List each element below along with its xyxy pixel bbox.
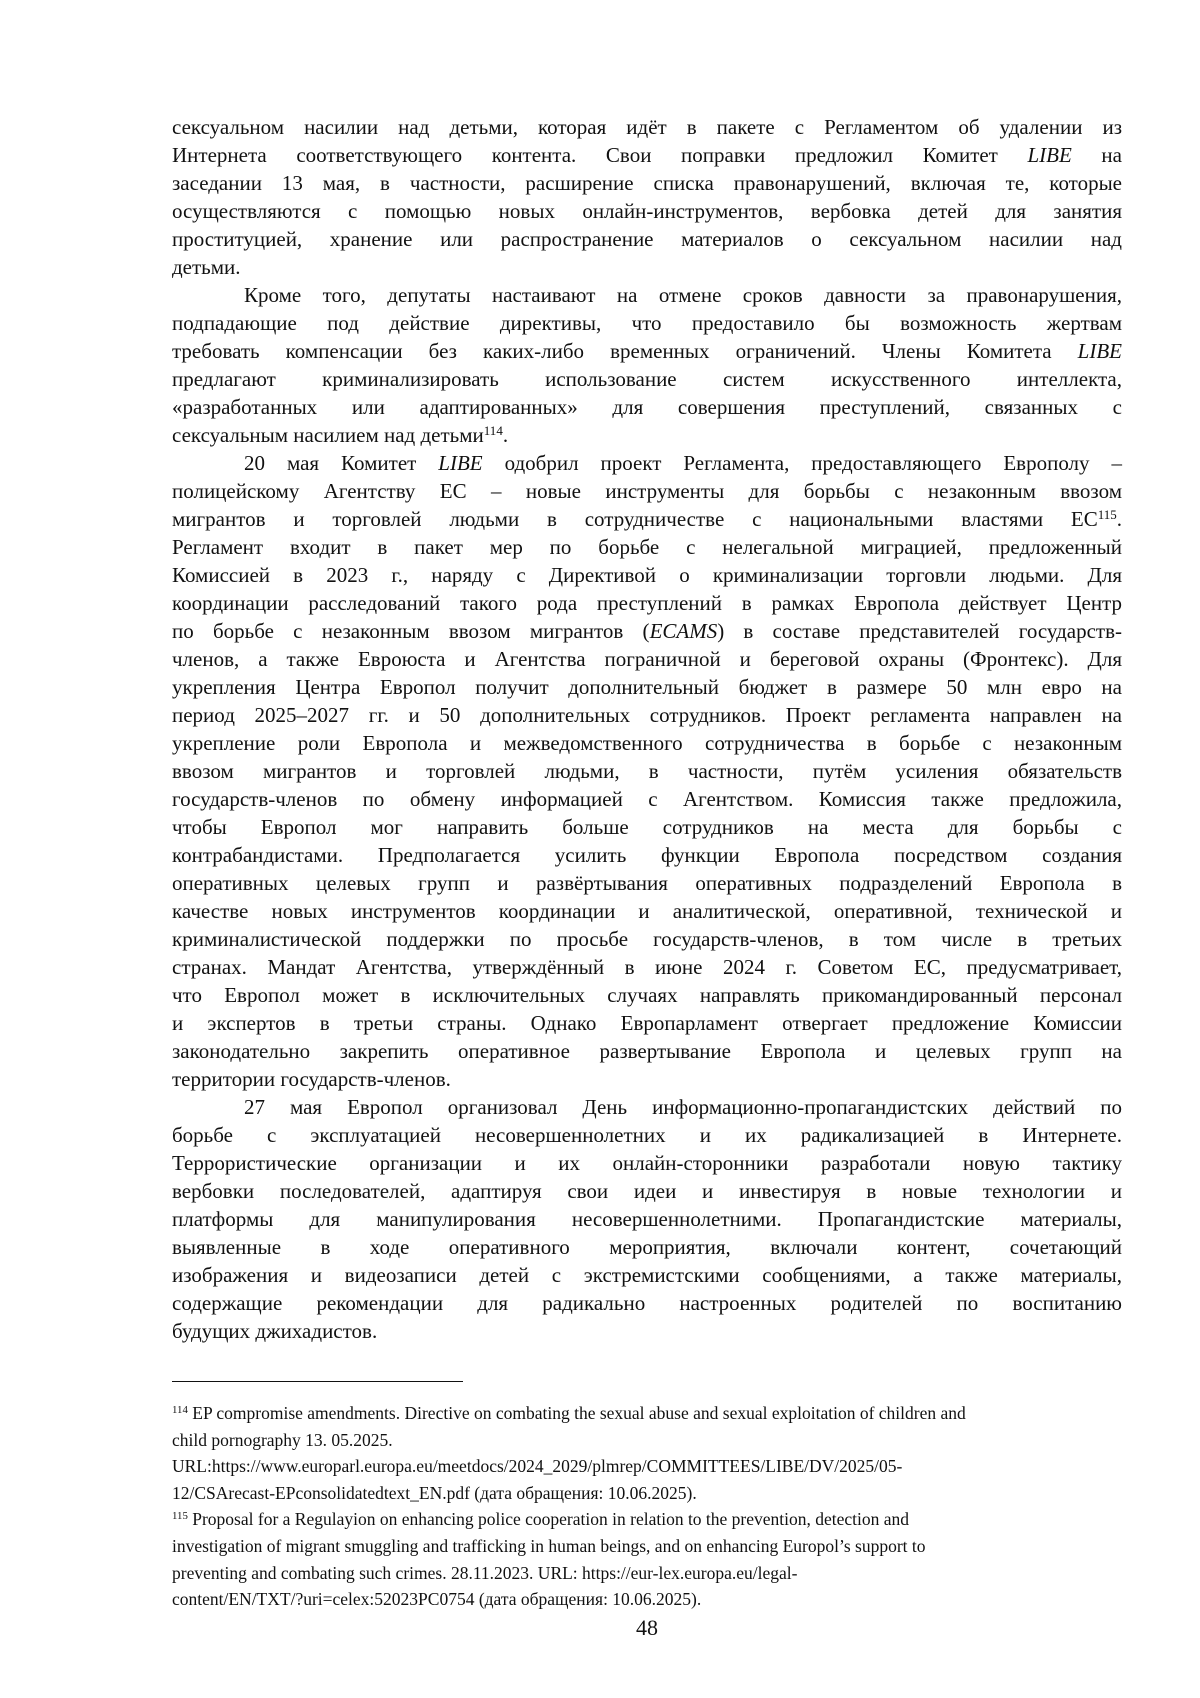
text-line <box>172 1037 1122 1065</box>
text-line <box>172 393 1122 421</box>
text-line <box>172 309 1122 337</box>
text-run: ) в составе представителей государств- <box>717 619 1123 643</box>
text-run: сексуальном насилии над детьми, которая идёт в пакете с Регламентом об удалении из <box>172 115 1122 139</box>
text-run: оперативных целевых групп и развёртывания оперативных подразделений Европола в <box>172 871 1122 895</box>
text-run: требовать компенсации без каких-либо временных ограничений. Члены Комитета <box>172 339 1078 363</box>
footnote-marker: 114 <box>483 422 503 438</box>
text-line <box>172 757 1122 785</box>
text-line <box>172 1065 1122 1093</box>
text-line <box>172 1317 1122 1345</box>
text-line <box>172 925 1122 953</box>
text-line <box>172 841 1122 869</box>
text-line <box>172 1121 1122 1149</box>
text-run: чтобы Европол мог направить больше сотрудников на места для борьбы с <box>172 815 1122 839</box>
text-line <box>172 981 1122 1009</box>
text-line <box>172 197 1122 225</box>
footnote-line <box>172 1586 1132 1613</box>
text-run: законодательно закрепить оперативное развертывание Европола и целевых групп на <box>172 1039 1122 1063</box>
text-run: Proposal for a Regulayion on enhancing police cooperation in relation to the prevention, detection and <box>187 1509 910 1530</box>
text-run: подпадающие под действие директивы, что предоставило бы возможность жертвам <box>172 311 1122 335</box>
text-run: вербовки последователей, адаптируя свои идеи и инвестируя в новые технологии и <box>172 1179 1122 1203</box>
footnote-marker: 115 <box>172 1510 188 1523</box>
text-line <box>172 617 1122 645</box>
text-run: Регламент входит в пакет мер по борьбе с нелегальной миграцией, предложенный <box>172 535 1122 559</box>
text-run: проституцией, хранение или распространение материалов о сексуальном насилии над <box>172 227 1122 251</box>
text-line <box>172 1177 1122 1205</box>
text-run: содержащие рекомендации для радикально настроенных родителей по воспитанию <box>172 1291 1122 1315</box>
text-line <box>172 701 1122 729</box>
text-run: по борьбе с незаконным ввозом мигрантов ( <box>172 619 650 643</box>
text-line <box>172 673 1122 701</box>
text-run: укрепление роли Европола и межведомственного сотрудничества в борьбе с незаконным <box>172 731 1122 755</box>
paragraph <box>172 113 1122 281</box>
text-run: заседании 13 мая, в частности, расширение списка правонарушений, включая те, которые <box>172 171 1122 195</box>
text-run: на <box>1071 143 1122 167</box>
text-line <box>172 1009 1122 1037</box>
text-run: content/EN/TXT/?uri=celex:52023PC0754 (дата обращения: 10.06.2025). <box>172 1589 702 1610</box>
footnote-line <box>172 1453 1132 1480</box>
text-line <box>172 113 1122 141</box>
text-run: полицейскому Агентству ЕС – новые инструменты для борьбы с незаконным ввозом <box>172 479 1122 503</box>
text-line <box>172 169 1122 197</box>
footnote-line <box>172 1427 1132 1454</box>
text-line <box>172 449 1122 477</box>
text-run: child pornography 13. 05.2025. <box>172 1429 393 1450</box>
paragraph <box>172 281 1122 449</box>
text-run: осуществляются с помощью новых онлайн-инструментов, вербовка детей для занятия <box>172 199 1122 223</box>
text-line <box>172 225 1122 253</box>
text-line <box>172 337 1122 365</box>
text-run: 20 мая Комитет <box>244 451 439 475</box>
text-run: Комиссией в 2023 г., наряду с Директивой о криминализации торговли людьми. Для <box>172 563 1122 587</box>
text-line <box>172 1261 1122 1289</box>
text-run: изображения и видеозаписи детей с экстремистскими сообщениями, а также материалы, <box>172 1263 1122 1287</box>
text-line <box>172 1149 1122 1177</box>
text-line <box>172 953 1122 981</box>
text-line <box>172 533 1122 561</box>
text-line <box>172 281 1122 309</box>
text-run: Интернета соответствующего контента. Свои поправки предложил Комитет <box>172 143 1028 167</box>
text-line <box>172 1093 1122 1121</box>
text-run: странах. Мандат Агентства, утверждённый в июне 2024 г. Советом ЕС, предусматривает, <box>172 955 1122 979</box>
text-run: борьбе с эксплуатацией несовершеннолетних и их радикализацией в Интернете. <box>172 1123 1122 1147</box>
text-line <box>172 869 1122 897</box>
footnote-separator <box>172 1381 463 1382</box>
text-run: . <box>1116 507 1122 531</box>
footnote-marker: 114 <box>172 1404 188 1417</box>
text-line <box>172 813 1122 841</box>
text-run: предлагают криминализировать использование систем искусственного интеллекта, <box>172 367 1122 391</box>
italic-term: LIBE <box>438 451 483 475</box>
text-run: Кроме того, депутаты настаивают на отмене сроков давности за правонарушения, <box>244 283 1122 307</box>
text-line <box>172 561 1122 589</box>
text-line <box>172 477 1122 505</box>
text-line <box>172 141 1122 169</box>
footnote-marker: 115 <box>1097 506 1117 522</box>
text-run: 12/CSArecast-EPconsolidatedtext_EN.pdf (дата обращения: 10.06.2025). <box>172 1482 697 1503</box>
text-run: укрепления Центра Европол получит дополнительный бюджет в размере 50 млн евро на <box>172 675 1122 699</box>
text-run: государств-членов по обмену информацией с Агентством. Комиссия также предложила, <box>172 787 1122 811</box>
text-run: мигрантов и торговлей людьми в сотрудничестве с национальными властями ЕС <box>172 507 1098 531</box>
text-line <box>172 421 1122 449</box>
text-run: период 2025–2027 гг. и 50 дополнительных сотрудников. Проект регламента направлен на <box>172 703 1122 727</box>
text-run: контрабандистами. Предполагается усилить функции Европола посредством создания <box>172 843 1122 867</box>
text-run: URL:https://www.europarl.europa.eu/meetdocs/2024_2029/plmrep/COMMITTEES/LIBE/DV/2025/05- <box>172 1456 903 1477</box>
text-run: криминалистической поддержки по просьбе государств-членов, в том числе в третьих <box>172 927 1122 951</box>
body-text <box>172 113 1122 1345</box>
text-run: 27 мая Европол организовал День информационно-пропагандистских действий по <box>244 1095 1122 1119</box>
footnote-line <box>172 1400 1132 1427</box>
text-run: выявленные в ходе оперативного мероприятия, включали контент, сочетающий <box>172 1235 1122 1259</box>
text-run: платформы для манипулирования несовершеннолетними. Пропагандистские материалы, <box>172 1207 1122 1231</box>
text-line <box>172 1233 1122 1261</box>
text-run: членов, а также Евроюста и Агентства пограничной и береговой охраны (Фронтекс). Для <box>172 647 1122 671</box>
text-run: координации расследований такого рода преступлений в рамках Европола действует Центр <box>172 591 1122 615</box>
text-line <box>172 729 1122 757</box>
text-line <box>172 365 1122 393</box>
footnote-line <box>172 1533 1132 1560</box>
footnote-line <box>172 1480 1132 1507</box>
text-line <box>172 505 1122 533</box>
text-line <box>172 1289 1122 1317</box>
paragraph <box>172 1093 1122 1345</box>
text-run: что Европол может в исключительных случаях направлять прикомандированный персонал <box>172 983 1122 1007</box>
text-run: EP compromise amendments. Directive on combating the sexual abuse and sexual exploitation of children and <box>187 1403 966 1423</box>
text-line <box>172 589 1122 617</box>
text-line <box>172 253 1122 281</box>
paragraph <box>172 449 1122 1093</box>
italic-term: LIBE <box>1027 143 1072 167</box>
page-number: 48 <box>636 1615 658 1640</box>
footnotes <box>172 1400 1132 1613</box>
text-run: . <box>502 423 509 447</box>
text-run: одобрил проект Регламента, предоставляющего Европолу – <box>482 451 1122 475</box>
text-line <box>172 897 1122 925</box>
footnote-line <box>172 1506 1132 1533</box>
text-line <box>172 1205 1122 1233</box>
text-run: «разработанных или адаптированных» для совершения преступлений, связанных с <box>172 395 1122 419</box>
text-run: ввозом мигрантов и торговлей людьми, в частности, путём усиления обязательств <box>172 759 1122 783</box>
footnote-line <box>172 1560 1132 1587</box>
text-run: качестве новых инструментов координации и аналитической, оперативной, технической и <box>172 899 1122 923</box>
text-run: preventing and combating such crimes. 28.11.2023. URL: https://eur-lex.europa.eu/legal- <box>172 1562 798 1583</box>
text-run: территории государств-членов. <box>172 1067 451 1091</box>
text-run: детьми. <box>172 255 241 279</box>
text-line <box>172 785 1122 813</box>
italic-term: ECAMS <box>649 619 718 643</box>
text-run: Террористические организации и их онлайн-сторонники разработали новую тактику <box>172 1151 1122 1175</box>
text-run: и экспертов в третьи страны. Однако Европарламент отвергает предложение Комиссии <box>172 1011 1122 1035</box>
italic-term: LIBE <box>1077 339 1122 363</box>
text-line <box>172 645 1122 673</box>
text-run: будущих джихадистов. <box>172 1319 378 1343</box>
text-run: investigation of migrant smuggling and trafficking in human beings, and on enhancing Europol’s support to <box>172 1535 926 1556</box>
text-run: сексуальным насилием над детьми <box>172 423 484 447</box>
